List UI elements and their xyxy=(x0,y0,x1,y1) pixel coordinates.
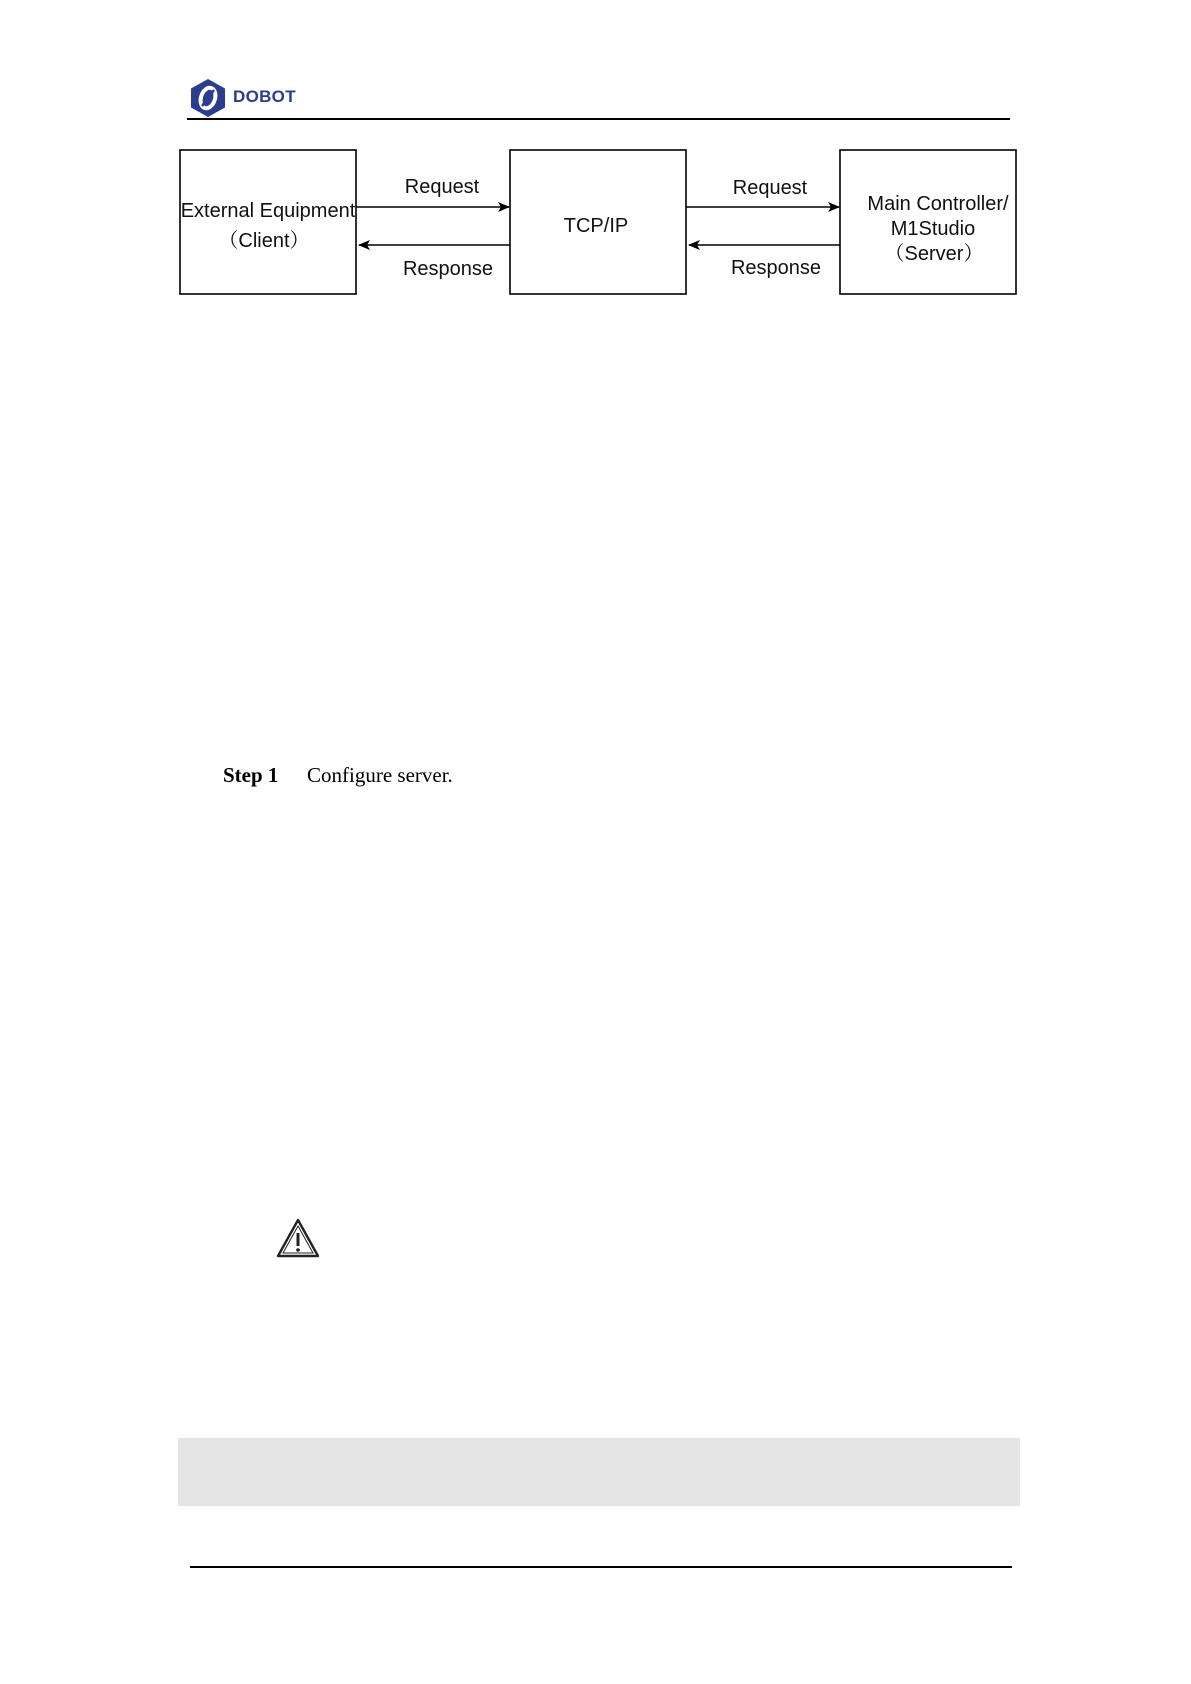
client-box xyxy=(180,150,356,294)
left-response-label: Response xyxy=(402,258,494,280)
step-text: Configure server. xyxy=(307,763,453,787)
client-label: External Equipment xyxy=(180,200,356,222)
warning-triangle-icon xyxy=(275,1217,321,1259)
communication-diagram xyxy=(178,148,1018,298)
tcpip-label: TCP/IP xyxy=(563,215,629,237)
header-divider xyxy=(187,118,1010,120)
note-bar xyxy=(178,1438,1020,1506)
client-role-label: （Client） xyxy=(218,230,310,252)
right-response-label: Response xyxy=(730,257,822,279)
left-request-label: Request xyxy=(404,176,480,198)
server-label-line1: Main Controller/ xyxy=(867,193,1009,215)
server-label-line2: M1Studio xyxy=(890,218,976,240)
right-request-label: Request xyxy=(732,177,808,199)
step-label: Step 1 xyxy=(223,763,279,787)
brand-name: DOBOT xyxy=(233,87,296,106)
dobot-logo-icon xyxy=(188,78,228,118)
server-label-line3: （Server） xyxy=(884,243,984,265)
footer-divider xyxy=(190,1566,1012,1568)
